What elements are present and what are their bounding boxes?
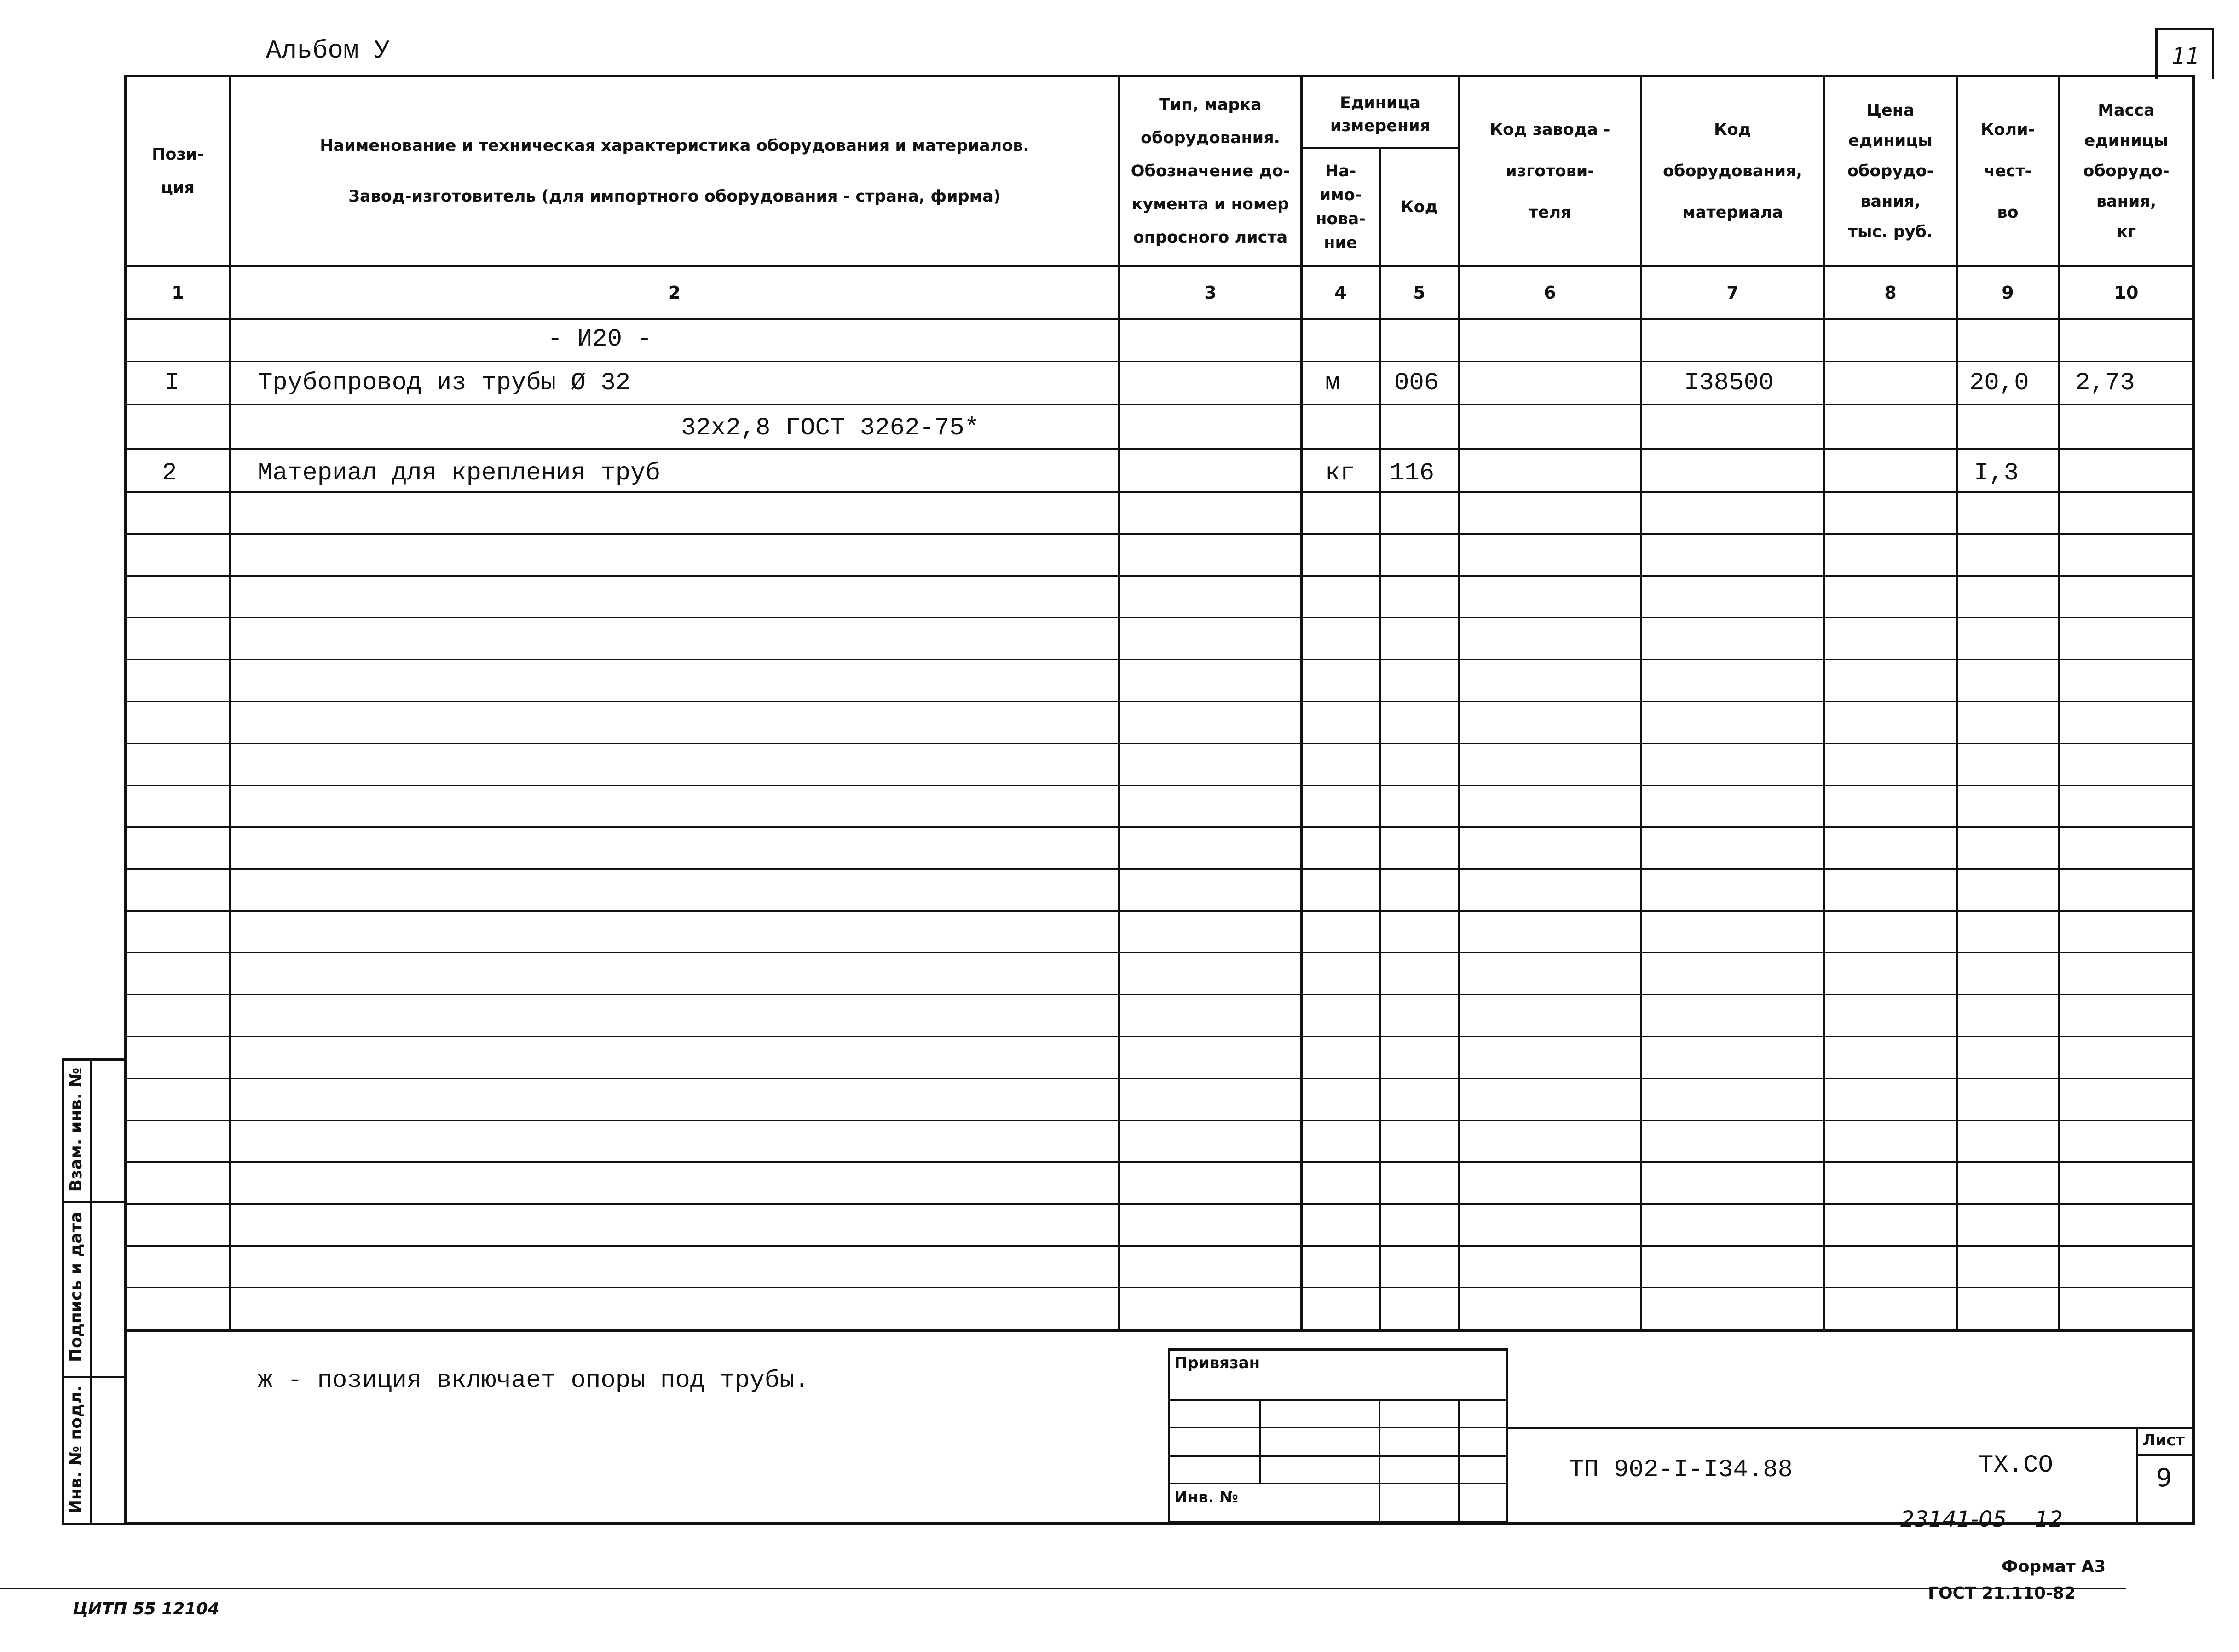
header-name: Наименование и техническая характеристика оборудования и материалов. Завод-изготовитель (для импортного оборудования - страна, фирма) bbox=[320, 137, 1029, 206]
side-strip-divider-2 bbox=[62, 1376, 125, 1378]
table-row-line bbox=[124, 1161, 2195, 1163]
sheet-box-divider bbox=[2136, 1454, 2194, 1456]
row-1-mass: 2,73 bbox=[2075, 369, 2135, 397]
table-row-line bbox=[124, 785, 2195, 786]
header-unit-code: Код bbox=[1401, 198, 1438, 216]
header-quantity: Коли- чест- во bbox=[1980, 121, 2035, 222]
stamp-row-line-2 bbox=[1168, 1427, 1508, 1428]
table-row-line bbox=[124, 743, 2195, 744]
table-row-line bbox=[124, 361, 2195, 362]
colnum-1: 1 bbox=[172, 282, 184, 303]
row-1-name: Трубопровод из трубы Ø 32 bbox=[258, 369, 631, 397]
header-unit-group: Единица измерения bbox=[1330, 94, 1431, 135]
table-row-line bbox=[124, 448, 2195, 450]
stamp-sheet-label: Лист bbox=[2142, 1431, 2185, 1450]
stamp-sheet-number: 9 bbox=[2156, 1463, 2172, 1492]
stamp-mark: ТХ.СО bbox=[1979, 1451, 2054, 1479]
side-label-signature-date: Подпись и дата bbox=[67, 1212, 86, 1362]
colnum-3: 3 bbox=[1204, 282, 1217, 303]
side-label-replacement-inv: Взам. инв. № bbox=[67, 1067, 86, 1192]
stamp-attached-label: Привязан bbox=[1174, 1354, 1260, 1372]
stamp-row-line-1 bbox=[1168, 1399, 1508, 1401]
row-3-code: 116 bbox=[1390, 459, 1435, 487]
stamp-inv-label: Инв. № bbox=[1174, 1488, 1239, 1507]
table-row-line bbox=[124, 1078, 2195, 1079]
table-row-line bbox=[124, 575, 2195, 577]
table-row-line bbox=[124, 617, 2195, 618]
table-row-line bbox=[124, 659, 2195, 660]
sheet-handwritten-number: 11 bbox=[2172, 43, 2200, 69]
colnum-2: 2 bbox=[668, 282, 681, 303]
table-row-line bbox=[124, 910, 2195, 912]
side-label-original-inv: Инв. № подл. bbox=[67, 1385, 86, 1514]
colnum-bottom-line bbox=[124, 318, 2195, 320]
table-row-line bbox=[124, 952, 2195, 953]
row-0-name: - И20 - bbox=[548, 325, 652, 353]
col-line-4 bbox=[1379, 147, 1381, 1331]
row-3-quantity: I,3 bbox=[1974, 459, 2019, 487]
header-type: Тип, марка оборудования. Обозначение до- кумента и номер опросного листа bbox=[1131, 96, 1290, 247]
colnum-9: 9 bbox=[2002, 282, 2014, 303]
header-unit-name: На- имо- нова- ние bbox=[1316, 162, 1366, 252]
table-row-line bbox=[124, 868, 2195, 870]
row-3-name: Материал для крепления труб bbox=[258, 459, 660, 487]
row-3-position: 2 bbox=[162, 459, 177, 487]
title-block-top-line bbox=[1508, 1427, 2194, 1429]
table-row-line bbox=[124, 1203, 2195, 1205]
table-row-line bbox=[124, 826, 2195, 828]
row-1-material-code: I38500 bbox=[1684, 369, 1774, 397]
colnum-7: 7 bbox=[1726, 282, 1739, 303]
gost-label: ГОСТ 21.110-82 bbox=[1928, 1584, 2076, 1603]
table-row-line bbox=[124, 533, 2195, 535]
stamp-row-line-4 bbox=[1168, 1483, 1508, 1484]
handwritten-registration-number: 23141-05 12 bbox=[1900, 1507, 2063, 1532]
stamp-col-line-2 bbox=[1379, 1399, 1380, 1523]
colnum-8: 8 bbox=[1884, 282, 1897, 303]
sheet-box-left bbox=[2136, 1427, 2138, 1523]
row-1-unit: м bbox=[1325, 369, 1340, 397]
table-row-line bbox=[124, 1287, 2195, 1288]
table-row-line bbox=[124, 994, 2195, 995]
stamp-col-line-3 bbox=[1458, 1399, 1460, 1523]
stamp-col-line-1 bbox=[1259, 1399, 1261, 1483]
row-3-unit: кг bbox=[1325, 459, 1355, 487]
colnum-4: 4 bbox=[1334, 282, 1347, 303]
header-mass: Масса единицы оборудо- вания, кг bbox=[2083, 101, 2170, 241]
table-row-line bbox=[124, 1245, 2195, 1247]
colnum-5: 5 bbox=[1413, 282, 1425, 303]
table-row-line bbox=[124, 1036, 2195, 1037]
frame-right bbox=[2192, 75, 2195, 1525]
row-1-position: I bbox=[165, 369, 180, 397]
header-position: Пози- ция bbox=[152, 145, 204, 197]
header-factory-code: Код завода - изготови- теля bbox=[1489, 121, 1610, 222]
colnum-10: 10 bbox=[2114, 282, 2139, 303]
table-bottom-line bbox=[124, 1330, 2195, 1332]
header-material-code: Код оборудования, материала bbox=[1663, 121, 1802, 222]
colnum-6: 6 bbox=[1544, 282, 1556, 303]
row-1-code: 006 bbox=[1394, 369, 1439, 397]
stamp-doc-code: ТП 902-I-I34.88 bbox=[1569, 1456, 1793, 1484]
row-2-name: 32х2,8 ГОСТ 3262-75* bbox=[681, 414, 980, 442]
footnote: ж - позиция включает опоры под трубы. bbox=[258, 1367, 809, 1395]
frame-bottom bbox=[124, 1522, 2195, 1525]
header-price: Цена единицы оборудо- вания, тыс. руб. bbox=[1847, 101, 1934, 241]
bottom-rule bbox=[0, 1588, 2126, 1589]
album-label: Альбом У bbox=[266, 36, 390, 65]
printer-label: ЦИТП 55 12104 bbox=[73, 1600, 219, 1618]
stamp-row-line-3 bbox=[1168, 1455, 1508, 1457]
side-strip-divider-1 bbox=[62, 1201, 125, 1203]
format-label: Формат А3 bbox=[2002, 1557, 2106, 1576]
row-1-quantity: 20,0 bbox=[1969, 369, 2029, 397]
table-row-line bbox=[124, 701, 2195, 702]
side-strip-divider-vertical bbox=[90, 1058, 92, 1525]
table-row-line bbox=[124, 404, 2195, 405]
table-row-line bbox=[124, 1120, 2195, 1121]
